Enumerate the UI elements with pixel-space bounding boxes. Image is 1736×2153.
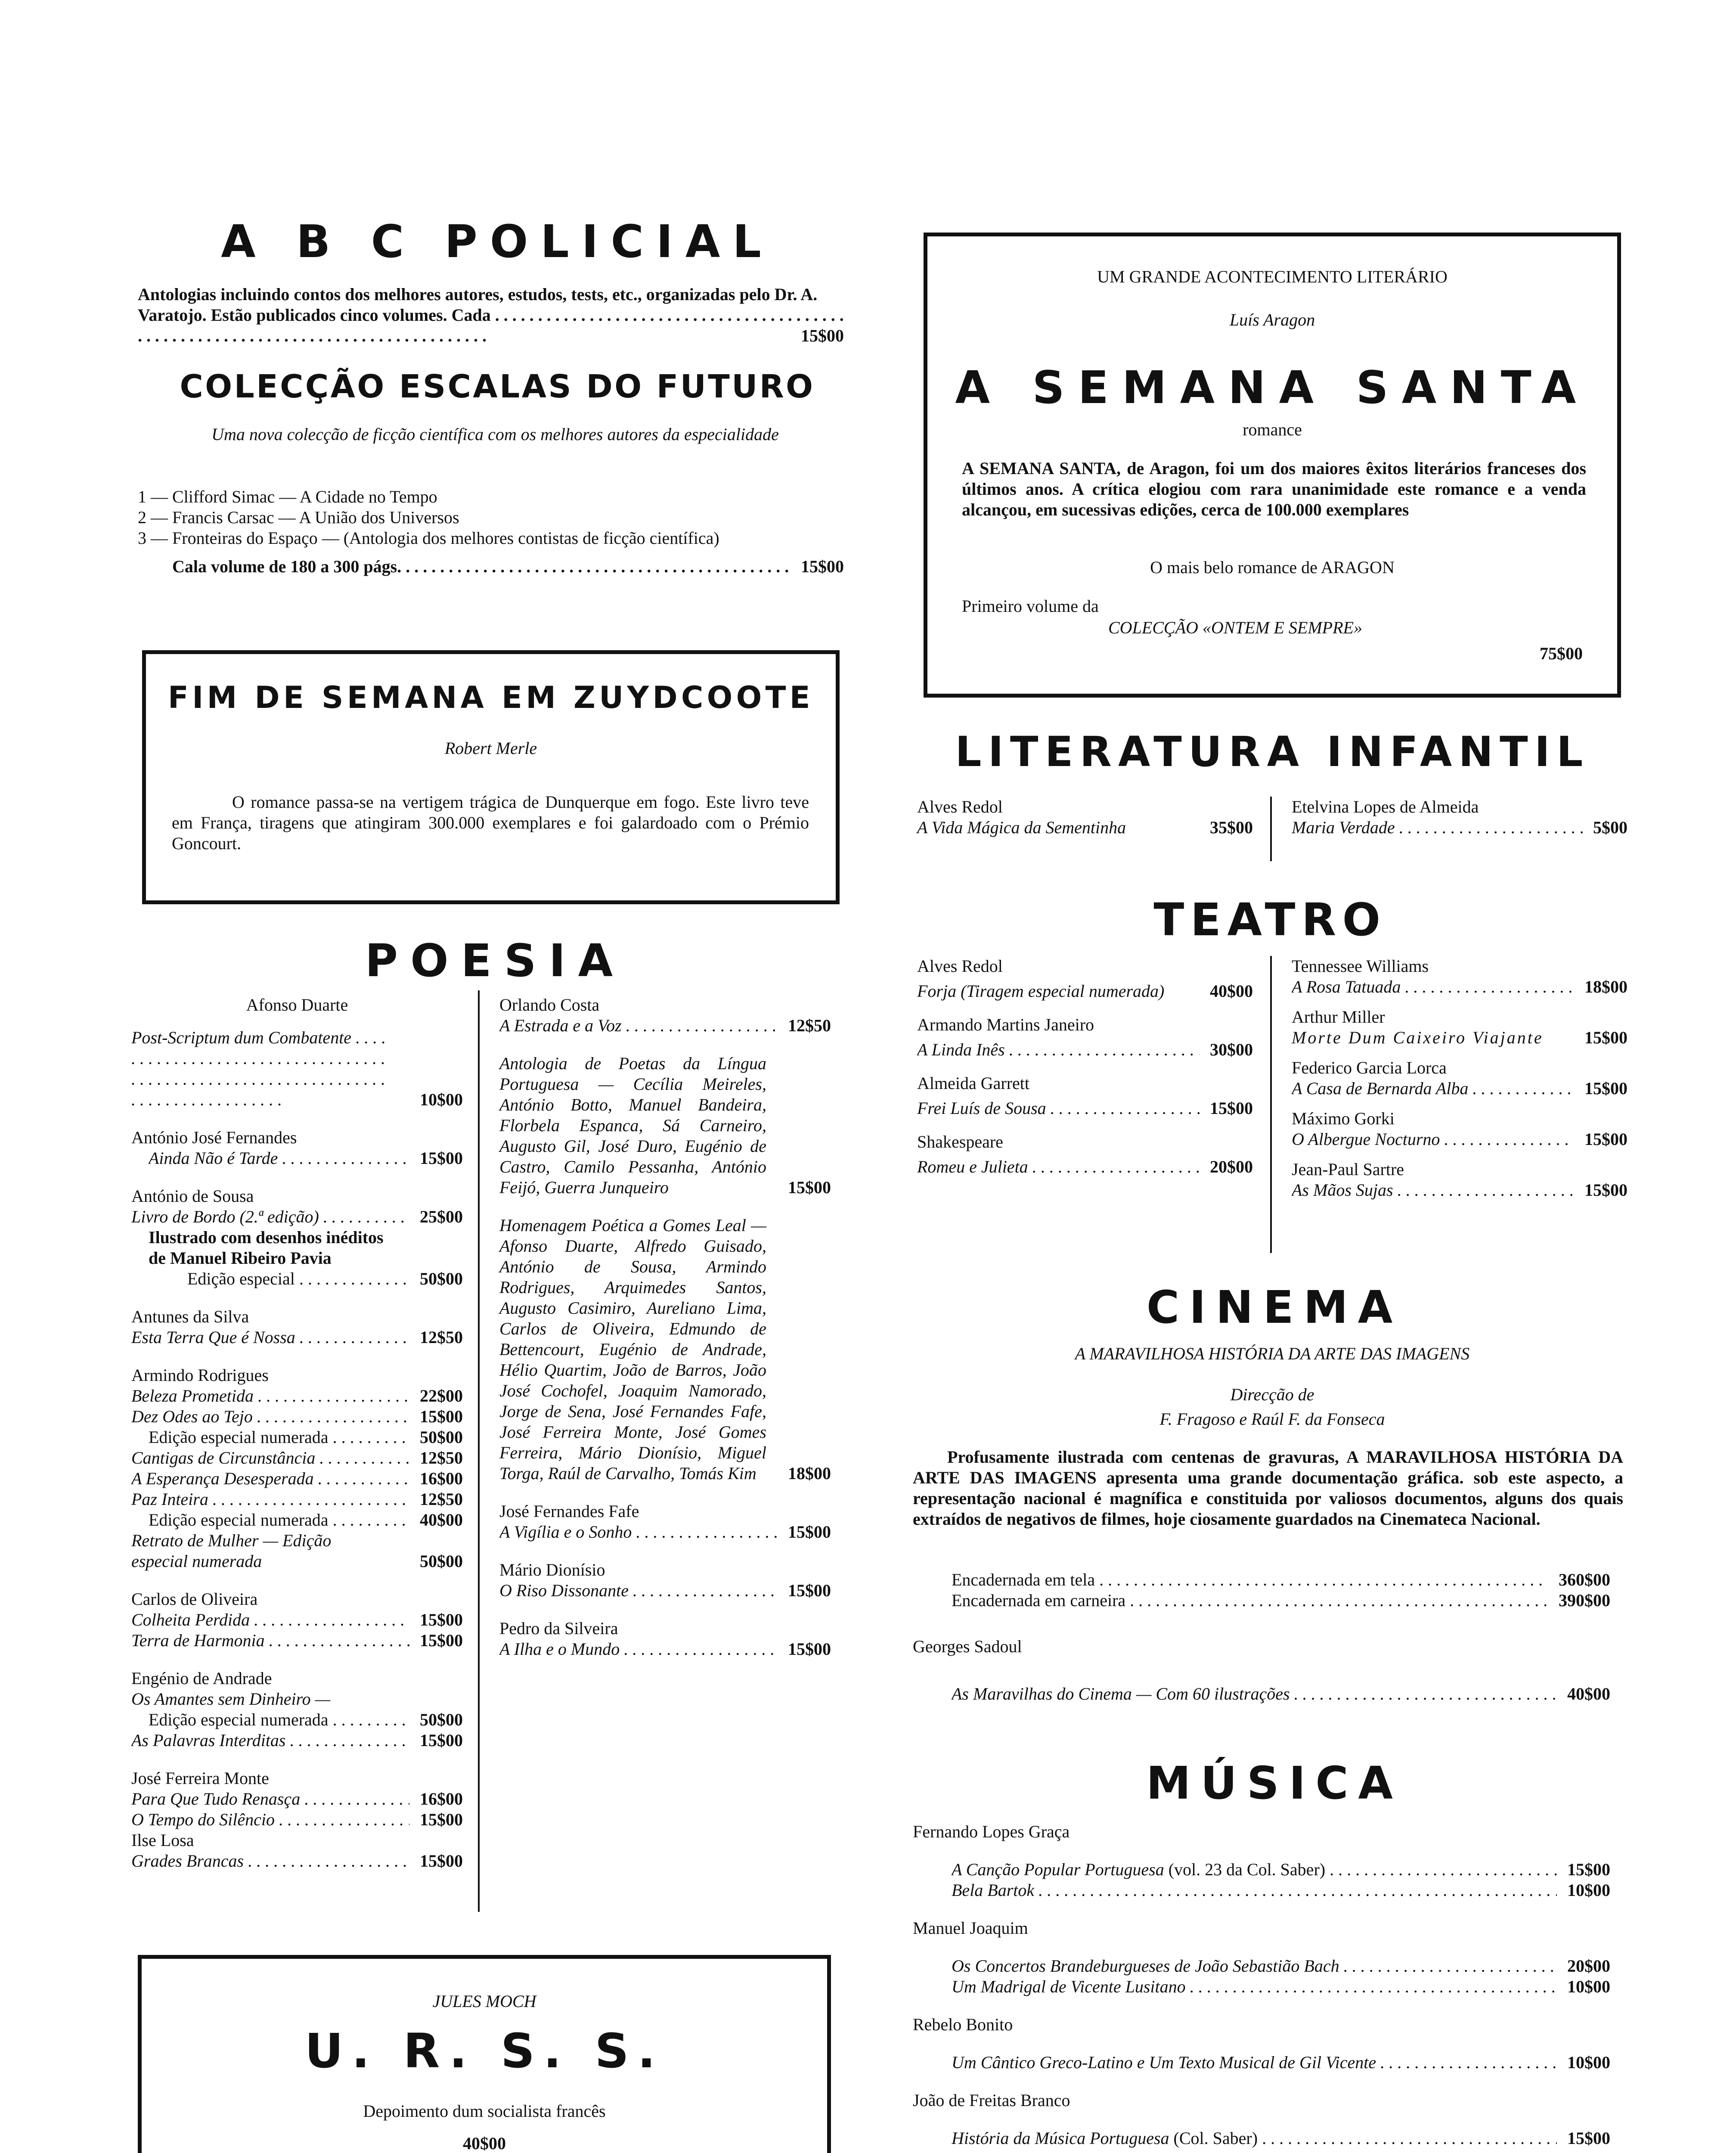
escalas-item-text: Clifford Simac — A Cidade no Tempo bbox=[172, 487, 437, 506]
cinema-sadoul-book: As Maravilhas do Cinema — Com 60 ilustrações . . . bbox=[952, 1684, 1557, 1704]
musica-book: Bela Bartok . . . bbox=[952, 1880, 1557, 1901]
teatro-price: 15$00 bbox=[1584, 1079, 1628, 1098]
semana-volume: Primeiro volume da bbox=[962, 596, 1099, 616]
poet-illustration-note: Ilustrado com desenhos inéditos de Manuel Ribeiro Pavia bbox=[149, 1228, 384, 1268]
semana-genre: romance bbox=[1243, 420, 1302, 439]
escalas-list bbox=[138, 487, 844, 577]
poet-book: A Vigília e o Sonho . . . bbox=[499, 1522, 778, 1542]
poet-author: Armindo Rodrigues bbox=[131, 1365, 269, 1385]
musica-book: História da Música Portuguesa bbox=[952, 2128, 1169, 2148]
poet-price: 16$00 bbox=[420, 1469, 463, 1488]
poet-entry-oliveira bbox=[131, 1589, 463, 1651]
cinema-binding-label: Encadernada em tela . . . bbox=[952, 1570, 1548, 1590]
poet-entry-monte bbox=[131, 1768, 463, 1871]
urss-desc: Depoimento dum socialista francês bbox=[363, 2101, 606, 2121]
teatro-price: 20$00 bbox=[1210, 1157, 1253, 1176]
poet-book: Os Amantes sem Dinheiro — bbox=[131, 1689, 331, 1709]
poet-special-edition: Edição especial numerada . . . bbox=[149, 1709, 409, 1730]
poet-author: António José Fernandes bbox=[131, 1128, 297, 1147]
poesia-column-1 bbox=[131, 995, 463, 1871]
poet-book: Para Que Tudo Renasça . . . bbox=[131, 1789, 409, 1809]
poet-book: O Tempo do Silêncio . . . bbox=[131, 1809, 409, 1830]
poet-book: Colheita Perdida . . . bbox=[131, 1610, 409, 1630]
musica-price: 15$00 bbox=[1567, 1860, 1610, 1879]
poet-book: Esta Terra Que é Nossa . . . bbox=[131, 1327, 409, 1348]
poet-price: 18$00 bbox=[788, 1464, 831, 1483]
poet-price: 22$00 bbox=[420, 1386, 463, 1405]
cinema-direction: Direcção de bbox=[1230, 1385, 1314, 1404]
teatro-author: Shakespeare bbox=[917, 1132, 1003, 1151]
semana-collection: COLECÇÃO «ONTEM E SEMPRE» bbox=[1108, 618, 1362, 637]
poet-entry-dionisio bbox=[499, 1560, 831, 1601]
teatro-right-column bbox=[1292, 956, 1628, 1201]
teatro-entry bbox=[917, 1014, 1253, 1060]
poet-price: 15$00 bbox=[788, 1581, 831, 1600]
semana-desc: A SEMANA SANTA, de Aragon, foi um dos maiores êxitos literários franceses dos últimos anos. A crítica elogiou com rara unanimidade este romance e a venda alcançou, em sucessivas edições, cerca de 100.000 exemplares bbox=[962, 459, 1586, 519]
semana-tagline: O mais belo romance de ARAGON bbox=[1150, 558, 1395, 577]
poet-author: Afonso Duarte bbox=[246, 995, 348, 1014]
poet-book: Paz Inteira . . . bbox=[131, 1489, 409, 1510]
cinema-binding-price: 360$00 bbox=[1559, 1570, 1610, 1589]
zuydcoote-author: Robert Merle bbox=[444, 738, 537, 758]
poet-entry-duarte bbox=[131, 1027, 463, 1110]
poet-author: José Ferreira Monte bbox=[131, 1768, 269, 1788]
poet-price: 15$00 bbox=[420, 1610, 463, 1629]
cinema-binding-row bbox=[952, 1570, 1610, 1590]
poet-entry-fernandes bbox=[131, 1127, 463, 1169]
infantil-divider bbox=[1270, 797, 1272, 861]
poet-author: Mário Dionísio bbox=[499, 1560, 605, 1579]
musica-note: (vol. 23 da Col. Saber) bbox=[1164, 1860, 1326, 1879]
poet-price: 50$00 bbox=[420, 1427, 463, 1447]
poet-book: Post-Scriptum dum Combatente . . . bbox=[131, 1027, 463, 1110]
cinema-sadoul-author: Georges Sadoul bbox=[913, 1637, 1022, 1656]
zuydcoote-title: FIM DE SEMANA EM ZUYDCOOTE bbox=[168, 680, 814, 715]
escalas-item-text: Francis Carsac — A União dos Universos bbox=[172, 508, 459, 527]
escalas-price: 15$00 bbox=[801, 557, 844, 576]
infantil-left-entry bbox=[917, 797, 1253, 838]
urss-price: 40$00 bbox=[463, 2134, 506, 2153]
poet-price: 15$00 bbox=[420, 1148, 463, 1168]
cinema-desc: Profusamente ilustrada com centenas de gravuras, A MARAVILHOSA HISTÓRIA DA ARTE DAS IMAGENS apresenta uma grande documentação gráfica. sob este aspecto, a representação nacional é magnífica e constituida por valiosos documentos, alguns dos quais extraídos de negativos de filmes, hoje ciosamente guardados na Cinemateca Nacional. bbox=[913, 1447, 1623, 1529]
zuydcoote-desc: O romance passa-se na vertigem trágica de Dunquerque em fogo. Este livro teve em França, tiragens que atingiram 300.000 exemplares e foi galardoado com o Prémio Goncourt. bbox=[172, 792, 809, 853]
poet-entry-andrade bbox=[131, 1668, 463, 1751]
teatro-price: 15$00 bbox=[1584, 1180, 1628, 1200]
teatro-entry bbox=[1292, 1108, 1628, 1150]
teatro-book: Morte Dum Caixeiro Viajante bbox=[1292, 1028, 1544, 1047]
poet-book: As Palavras Interditas . . . bbox=[131, 1730, 409, 1751]
teatro-book: A Linda Inês . . . bbox=[917, 1039, 1200, 1060]
poet-price: 12$50 bbox=[788, 1016, 831, 1035]
escalas-volume-label: Cala volume de 180 a 300 págs. . . . bbox=[172, 556, 790, 577]
poet-price: 50$00 bbox=[420, 1269, 463, 1288]
poet-book: Ainda Não é Tarde . . . bbox=[149, 1148, 409, 1169]
poet-author: Antunes da Silva bbox=[131, 1307, 249, 1326]
poet-book: A Esperança Desesperada . . . bbox=[131, 1468, 409, 1489]
musica-group bbox=[913, 1821, 1610, 1901]
teatro-author: Armando Martins Janeiro bbox=[917, 1015, 1094, 1034]
teatro-book: Frei Luís de Sousa . . . bbox=[917, 1098, 1200, 1119]
poet-entry-costa bbox=[499, 995, 831, 1036]
cinema-sadoul-row bbox=[952, 1684, 1610, 1704]
poet-price: 15$00 bbox=[420, 1631, 463, 1650]
escalas-item-num: 1 — bbox=[138, 487, 168, 506]
infantil-book: A Vida Mágica da Sementinha bbox=[917, 818, 1126, 837]
escalas-item-text: Fronteiras do Espaço — (Antologia dos melhores contistas de ficção científica) bbox=[172, 528, 719, 548]
poet-special-edition: Edição especial numerada . . . bbox=[149, 1427, 409, 1448]
poet-author: Engénio de Andrade bbox=[131, 1669, 272, 1688]
poet-entry-rodrigues bbox=[131, 1365, 463, 1572]
musica-price: 10$00 bbox=[1567, 1977, 1610, 1996]
poet-special-edition: Edição especial . . . bbox=[187, 1269, 409, 1289]
escalas-item-1 bbox=[138, 487, 844, 507]
cinema-subtitle: A MARAVILHOSA HISTÓRIA DA ARTE DAS IMAGENS bbox=[1075, 1344, 1470, 1363]
cinema-title: CINEMA bbox=[1146, 1281, 1403, 1334]
teatro-price: 18$00 bbox=[1584, 977, 1628, 996]
poet-author: Ilse Losa bbox=[131, 1830, 194, 1850]
infantil-author: Alves Redol bbox=[917, 797, 1003, 816]
poet-entry-silva bbox=[131, 1306, 463, 1348]
teatro-left-column bbox=[917, 956, 1253, 1177]
teatro-book: O Albergue Nocturno . . . bbox=[1292, 1129, 1574, 1150]
musica-book: Um Madrigal de Vicente Lusitano . . . bbox=[952, 1976, 1557, 1997]
musica-group bbox=[913, 1918, 1610, 1997]
poesia-column-2 bbox=[499, 995, 831, 1660]
poet-price: 12$50 bbox=[420, 1448, 463, 1467]
poet-price: 15$00 bbox=[788, 1178, 831, 1197]
zuydcoote-box bbox=[142, 650, 840, 904]
escalas-title: COLECÇÃO ESCALAS DO FUTURO bbox=[180, 368, 815, 405]
semana-santa-box bbox=[924, 233, 1621, 698]
poet-price: 15$00 bbox=[788, 1639, 831, 1659]
poet-entry-antologia bbox=[499, 1053, 831, 1198]
musica-author: Fernando Lopes Graça bbox=[913, 1822, 1070, 1841]
cinema-directors: F. Fragoso e Raúl F. da Fonseca bbox=[1159, 1409, 1385, 1429]
cinema-binding-price: 390$00 bbox=[1559, 1591, 1610, 1610]
poet-book: A Ilha e o Mundo . . . bbox=[499, 1639, 778, 1660]
musica-note: (Col. Saber) bbox=[1169, 2128, 1258, 2148]
musica-group bbox=[913, 2014, 1610, 2073]
teatro-author: Tennessee Williams bbox=[1292, 956, 1429, 976]
teatro-author: Federico Garcia Lorca bbox=[1292, 1058, 1447, 1077]
escalas-item-3 bbox=[138, 528, 844, 549]
teatro-entry bbox=[1292, 1058, 1628, 1099]
poet-book: A Estrada e a Voz . . . bbox=[499, 1015, 778, 1036]
urss-title: U. R. S. S. bbox=[304, 2023, 664, 2079]
teatro-entry bbox=[917, 956, 1253, 1002]
infantil-price: 5$00 bbox=[1593, 818, 1628, 837]
semana-price: 75$00 bbox=[1540, 644, 1583, 663]
poet-price: 15$00 bbox=[788, 1522, 831, 1542]
infantil-title: LITERATURA INFANTIL bbox=[955, 728, 1590, 776]
teatro-price: 40$00 bbox=[1210, 981, 1253, 1001]
escalas-item-num: 3 — bbox=[138, 528, 168, 548]
musica-book: A Canção Popular Portuguesa bbox=[952, 1860, 1164, 1879]
poet-author: Carlos de Oliveira bbox=[131, 1589, 258, 1609]
teatro-price: 30$00 bbox=[1210, 1040, 1253, 1059]
teatro-entry bbox=[917, 1073, 1253, 1119]
escalas-item-num: 2 — bbox=[138, 508, 168, 527]
teatro-author: Alves Redol bbox=[917, 956, 1003, 976]
poet-book: Terra de Harmonia . . . bbox=[131, 1630, 409, 1651]
infantil-right-entry bbox=[1292, 797, 1628, 838]
semana-author: Luís Aragon bbox=[1229, 310, 1315, 329]
musica-list bbox=[913, 1821, 1610, 2149]
poet-entry-homenagem bbox=[499, 1215, 831, 1484]
teatro-price: 15$00 bbox=[1584, 1028, 1628, 1047]
teatro-divider bbox=[1270, 956, 1272, 1253]
infantil-author: Etelvina Lopes de Almeida bbox=[1292, 797, 1479, 816]
teatro-author: Arthur Miller bbox=[1292, 1007, 1385, 1027]
poet-anthology-text: Antologia de Poetas da Língua Portuguesa — Cecília Meireles, António Botto, Manuel Bandeira, Florbela Espanca, Sá Carneiro, Augusto Gil, José Duro, Eugénio de Castro, Camilo Pessanha, António Feijó, Guerra Junqueiro bbox=[499, 1054, 766, 1197]
poet-book: Cantigas de Circunstância . . . bbox=[131, 1448, 409, 1468]
teatro-price: 15$00 bbox=[1584, 1129, 1628, 1149]
musica-title: MÚSICA bbox=[1146, 1757, 1403, 1809]
escalas-subtitle: Uma nova colecção de ficção científica com os melhores autores da especialidade bbox=[211, 425, 779, 444]
escalas-volume-row bbox=[138, 556, 844, 577]
teatro-entry bbox=[1292, 956, 1628, 997]
poet-entry-fafe bbox=[499, 1501, 831, 1542]
musica-book: Os Concertos Brandeburgueses de João Sebastião Bach . . . bbox=[952, 1956, 1557, 1976]
teatro-book: As Mãos Sujas . . . bbox=[1292, 1180, 1574, 1201]
poet-price: 16$00 bbox=[420, 1789, 463, 1809]
teatro-author: Almeida Garrett bbox=[917, 1073, 1029, 1093]
teatro-author: Jean-Paul Sartre bbox=[1292, 1160, 1404, 1179]
poet-author: António de Sousa bbox=[131, 1186, 254, 1206]
poet-entry-silveira bbox=[499, 1618, 831, 1660]
teatro-book: Forja (Tiragem especial numerada) bbox=[917, 981, 1165, 1001]
musica-price: 15$00 bbox=[1567, 2128, 1610, 2148]
musica-book: Um Cântico Greco-Latino e Um Texto Musical de Gil Vicente . . . bbox=[952, 2052, 1557, 2073]
musica-price: 20$00 bbox=[1567, 1956, 1610, 1976]
teatro-book: Romeu e Julieta . . . bbox=[917, 1157, 1200, 1177]
poet-price: 50$00 bbox=[420, 1551, 463, 1571]
semana-kicker: UM GRANDE ACONTECIMENTO LITERÁRIO bbox=[1097, 267, 1448, 286]
semana-title: A SEMANA SANTA bbox=[955, 361, 1590, 414]
abc-policial-price: 15$00 bbox=[801, 326, 844, 345]
poet-price: 25$00 bbox=[420, 1207, 463, 1226]
poet-book: Dez Odes ao Tejo . . . bbox=[131, 1406, 409, 1427]
poet-book: Beleza Prometida . . . bbox=[131, 1386, 409, 1406]
poet-price: 50$00 bbox=[420, 1710, 463, 1729]
abc-policial-desc: Antologias incluindo contos dos melhores autores, estudos, tests, etc., organizadas pelo Dr. A. Varatojo. Estão publicados cinco volumes. Cada . . . bbox=[138, 284, 844, 346]
poet-author: Orlando Costa bbox=[499, 995, 600, 1014]
poesia-title: POESIA bbox=[365, 934, 626, 987]
teatro-price: 15$00 bbox=[1210, 1098, 1253, 1118]
cinema-sadoul-price: 40$00 bbox=[1567, 1684, 1610, 1703]
poet-book: O Riso Dissonante . . . bbox=[499, 1580, 778, 1601]
poet-price: 12$50 bbox=[420, 1489, 463, 1509]
poet-book: Retrato de Mulher — Edição especial numerada bbox=[131, 1531, 332, 1571]
infantil-price: 35$00 bbox=[1210, 818, 1253, 837]
poet-special-edition: Edição especial numerada . . . bbox=[149, 1510, 409, 1530]
urss-box bbox=[138, 1955, 831, 2153]
musica-price: 10$00 bbox=[1567, 1880, 1610, 1900]
musica-author: Rebelo Bonito bbox=[913, 2015, 1013, 2034]
infantil-book: Maria Verdade . . . bbox=[1292, 817, 1583, 838]
poet-price: 15$00 bbox=[420, 1851, 463, 1871]
cinema-bindings bbox=[952, 1570, 1610, 1611]
poet-author: José Fernandes Fafe bbox=[499, 1502, 639, 1521]
teatro-author: Máximo Gorki bbox=[1292, 1109, 1395, 1128]
abc-policial-title: A B C POLICIAL bbox=[221, 215, 774, 268]
musica-author: João de Freitas Branco bbox=[913, 2091, 1070, 2110]
poet-book: Grades Brancas . . . bbox=[131, 1851, 409, 1871]
poet-price: 10$00 bbox=[420, 1090, 463, 1109]
poet-price: 15$00 bbox=[420, 1810, 463, 1829]
cinema-binding-row bbox=[952, 1590, 1610, 1611]
teatro-book: A Rosa Tatuada . . . bbox=[1292, 977, 1574, 997]
teatro-entry bbox=[1292, 1159, 1628, 1201]
abc-policial-block bbox=[138, 284, 844, 346]
poet-price: 40$00 bbox=[420, 1510, 463, 1529]
poet-author: Pedro da Silveira bbox=[499, 1619, 618, 1638]
poet-book: Livro de Bordo (2.ª edição) . . . bbox=[131, 1207, 409, 1227]
teatro-entry bbox=[917, 1132, 1253, 1177]
poet-price: 15$00 bbox=[420, 1731, 463, 1750]
teatro-book: A Casa de Bernarda Alba . . . bbox=[1292, 1078, 1574, 1099]
musica-group bbox=[913, 2090, 1610, 2149]
teatro-title: TEATRO bbox=[1153, 893, 1387, 946]
escalas-item-2 bbox=[138, 507, 844, 528]
musica-author: Manuel Joaquim bbox=[913, 1918, 1028, 1938]
poet-entry-sousa bbox=[131, 1186, 463, 1289]
poesia-column-divider bbox=[478, 990, 480, 1912]
cinema-binding-label: Encadernada em carneira . . . bbox=[952, 1590, 1548, 1611]
teatro-entry bbox=[1292, 1007, 1628, 1048]
urss-author: JULES MOCH bbox=[432, 1992, 536, 2011]
poet-price: 15$00 bbox=[420, 1407, 463, 1426]
musica-price: 10$00 bbox=[1567, 2053, 1610, 2072]
poet-anthology-text: Homenagem Poética a Gomes Leal — Afonso Duarte, Alfredo Guisado, António de Sousa, Armindo Rodrigues, Arquimedes Santos, Augusto Casimiro, Aureliano Lima, Carlos de Oliveira, Edmundo de Bettencourt, Eugénio de Andrade, Hélio Quartim, João de Barros, João José Cochofel, Joaquim Namorado, Jorge de Sena, José Fernandes Fafe, José Ferreira Monte, José Gomes Ferreira, Mário Dionísio, Miguel Torga, Raúl de Carvalho, Tomás Kim bbox=[499, 1216, 766, 1483]
poet-price: 12$50 bbox=[420, 1328, 463, 1347]
